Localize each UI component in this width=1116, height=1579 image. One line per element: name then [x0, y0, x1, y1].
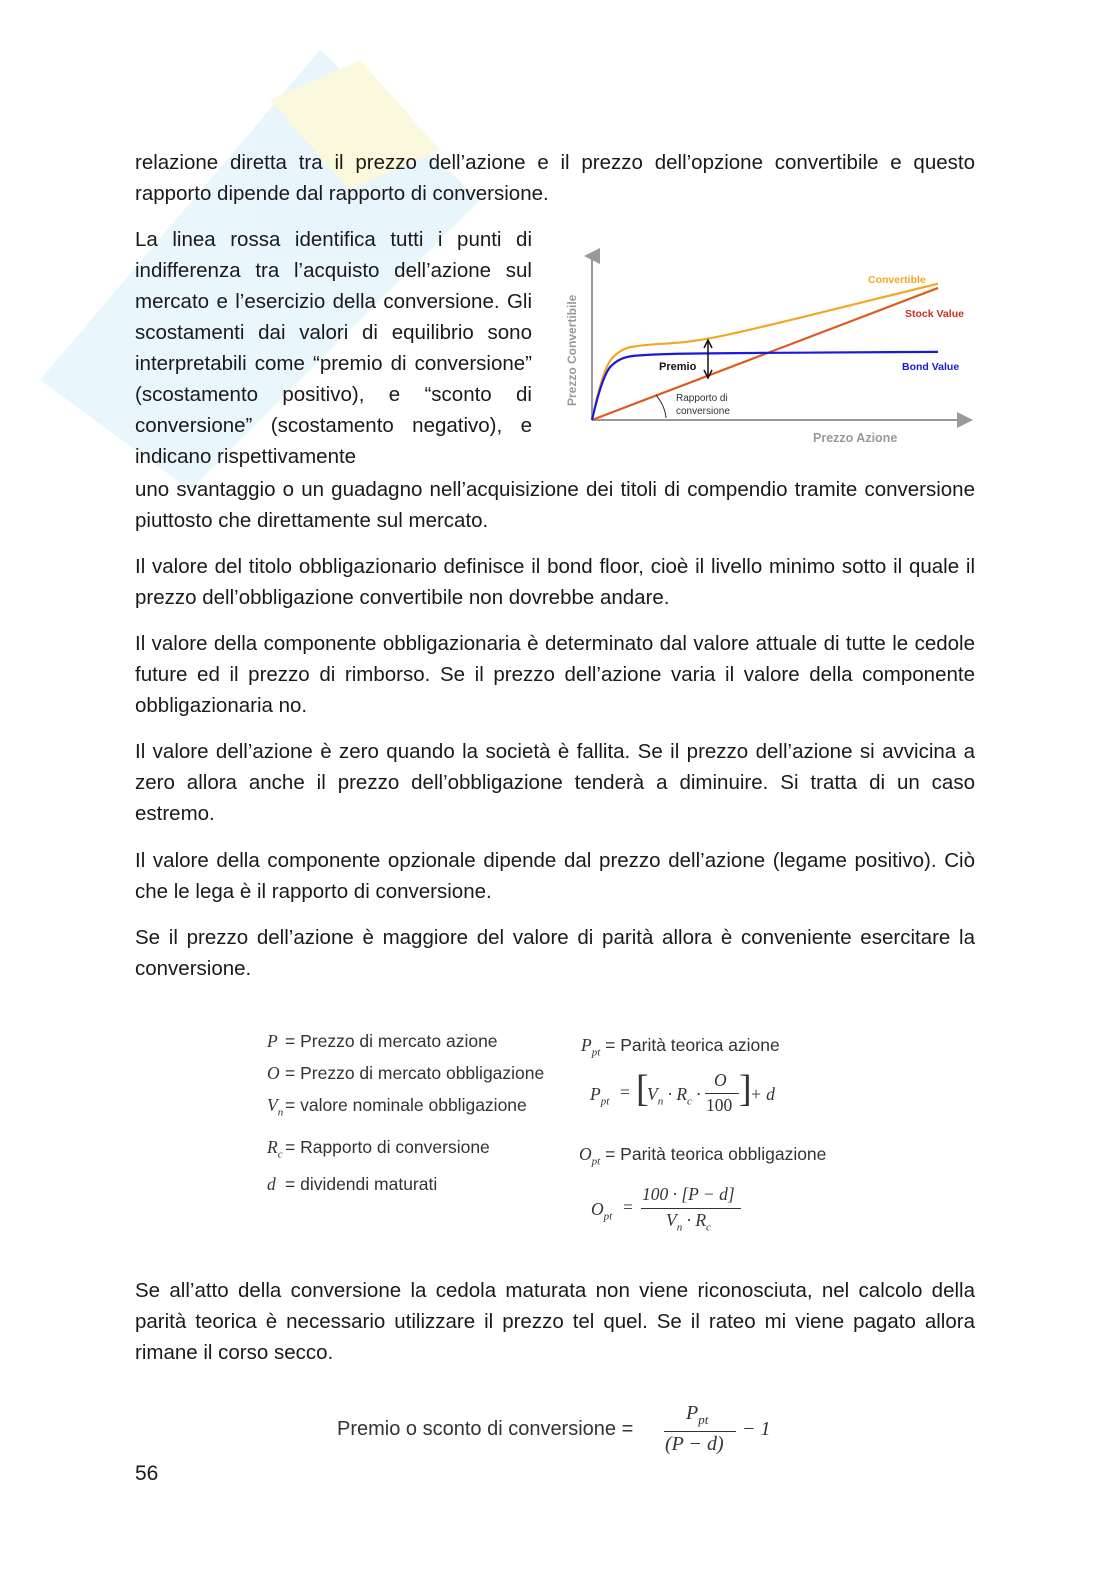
paragraph-2-continued: uno svantaggio o un guadagno nell’acquisizione dei titoli di compendio tramite conversione piuttosto che direttamente sul mercato.	[135, 478, 975, 532]
def-o	[267, 1063, 544, 1084]
def-o-symbol: O	[267, 1063, 280, 1083]
premio-label: Premio	[659, 361, 697, 373]
conversion-ratio-arc	[656, 395, 666, 418]
premium-minus-one: − 1	[742, 1418, 771, 1440]
def-rc	[267, 1137, 490, 1161]
opt-definition: $O_{pt}$ = Parità teorica obbligazione	[579, 1144, 827, 1168]
def-d-symbol: d	[267, 1174, 276, 1194]
series-bond-value-line	[592, 352, 938, 420]
def-d	[267, 1174, 437, 1195]
conversion-ratio-label-2: conversione	[676, 406, 730, 417]
def-p-text: = Prezzo di mercato azione	[285, 1031, 498, 1051]
paragraph-6: Il valore della componente opzionale dipende dal prezzo dell’azione (legame positivo). Ciò che le lega è il rapporto di conversione.	[135, 849, 975, 903]
x-axis-label: Prezzo Azione	[813, 431, 898, 445]
premium-formula: Premio o sconto di conversione = $P_{pt}$ (P − d) − 1	[337, 1402, 771, 1455]
paragraph-2-wrapped: La linea rossa identifica tutti i punti di indifferenza tra l’acquisto dell’azione sul mercato e l’esercizio della conversione. Gli scostamenti dai valori di equilibrio sono interpretabili come “premio di conversione” (scostamento positivo), e “sconto di conversione” (scostamento negativo), e indicano rispettivamente	[135, 228, 532, 468]
paragraph-3: Il valore del titolo obbligazionario definisce il bond floor, cioè il livello minimo sotto il quale il prezzo dell’obbligazione convertibile non dovrebbe andare.	[135, 555, 975, 609]
paragraph-8: Se all’atto della conversione la cedola maturata non viene riconosciuta, nel calcolo della parità teorica è necessario utilizzare il prezzo tel quel. Se il rateo mi viene pagato allora rimane il corso secco.	[135, 1279, 975, 1364]
paragraph-7: Se il prezzo dell’azione è maggiore del valore di parità allora è conveniente esercitare la conversione.	[135, 926, 975, 980]
ppt-plus-d: + d	[750, 1084, 775, 1104]
def-vn-text: = valore nominale obbligazione	[285, 1095, 527, 1115]
def-o-text: = Prezzo di mercato obbligazione	[285, 1063, 545, 1083]
page-number: 56	[135, 1462, 159, 1485]
def-p	[267, 1031, 498, 1052]
conversion-ratio-label-1: Rapporto di	[676, 393, 728, 404]
ppt-definition: $P_{pt}$ = Parità teorica azione	[581, 1035, 780, 1059]
paragraph-4: Il valore della componente obbligazionaria è determinato dal valore attuale di tutte le cedole future ed il prezzo di rimborso. Se il prezzo dell’azione varia il valore della componente obbligazionaria no.	[135, 632, 975, 717]
def-vn-symbol: $V_n$	[267, 1095, 284, 1119]
ppt-frac-num: O	[714, 1070, 727, 1090]
def-vn	[267, 1095, 527, 1119]
paragraph-5: Il valore dell’azione è zero quando la società è fallita. Se il prezzo dell’azione si avvicina a zero allora anche il prezzo dell’obbligazione tenderà a diminuire. Si tratta di un caso estremo.	[135, 740, 975, 825]
paragraph-1: relazione diretta tra il prezzo dell’azione e il prezzo dell’opzione convertibile e questo rapporto dipende dal rapporto di conversione.	[135, 151, 975, 205]
ppt-frac-den: 100	[706, 1095, 733, 1115]
def-rc-symbol: $R_c$	[267, 1137, 283, 1161]
legend-bond-value: Bond Value	[902, 361, 960, 373]
legend-stock-value: Stock Value	[905, 308, 964, 320]
def-d-text: = dividendi maturati	[285, 1174, 438, 1194]
def-p-symbol: P	[267, 1031, 278, 1051]
opt-numerator: 100 · [P − d]	[642, 1184, 735, 1204]
y-axis-label: Prezzo Convertibile	[565, 294, 579, 406]
legend-convertible: Convertible	[868, 274, 926, 286]
opt-definition-text: = Parità teorica obbligazione	[605, 1144, 827, 1164]
convertible-bond-chart	[560, 248, 980, 458]
def-rc-text: = Rapporto di conversione	[285, 1137, 490, 1157]
premium-formula-label: Premio o sconto di conversione =	[337, 1418, 634, 1440]
ppt-definition-text: = Parità teorica azione	[605, 1035, 780, 1055]
